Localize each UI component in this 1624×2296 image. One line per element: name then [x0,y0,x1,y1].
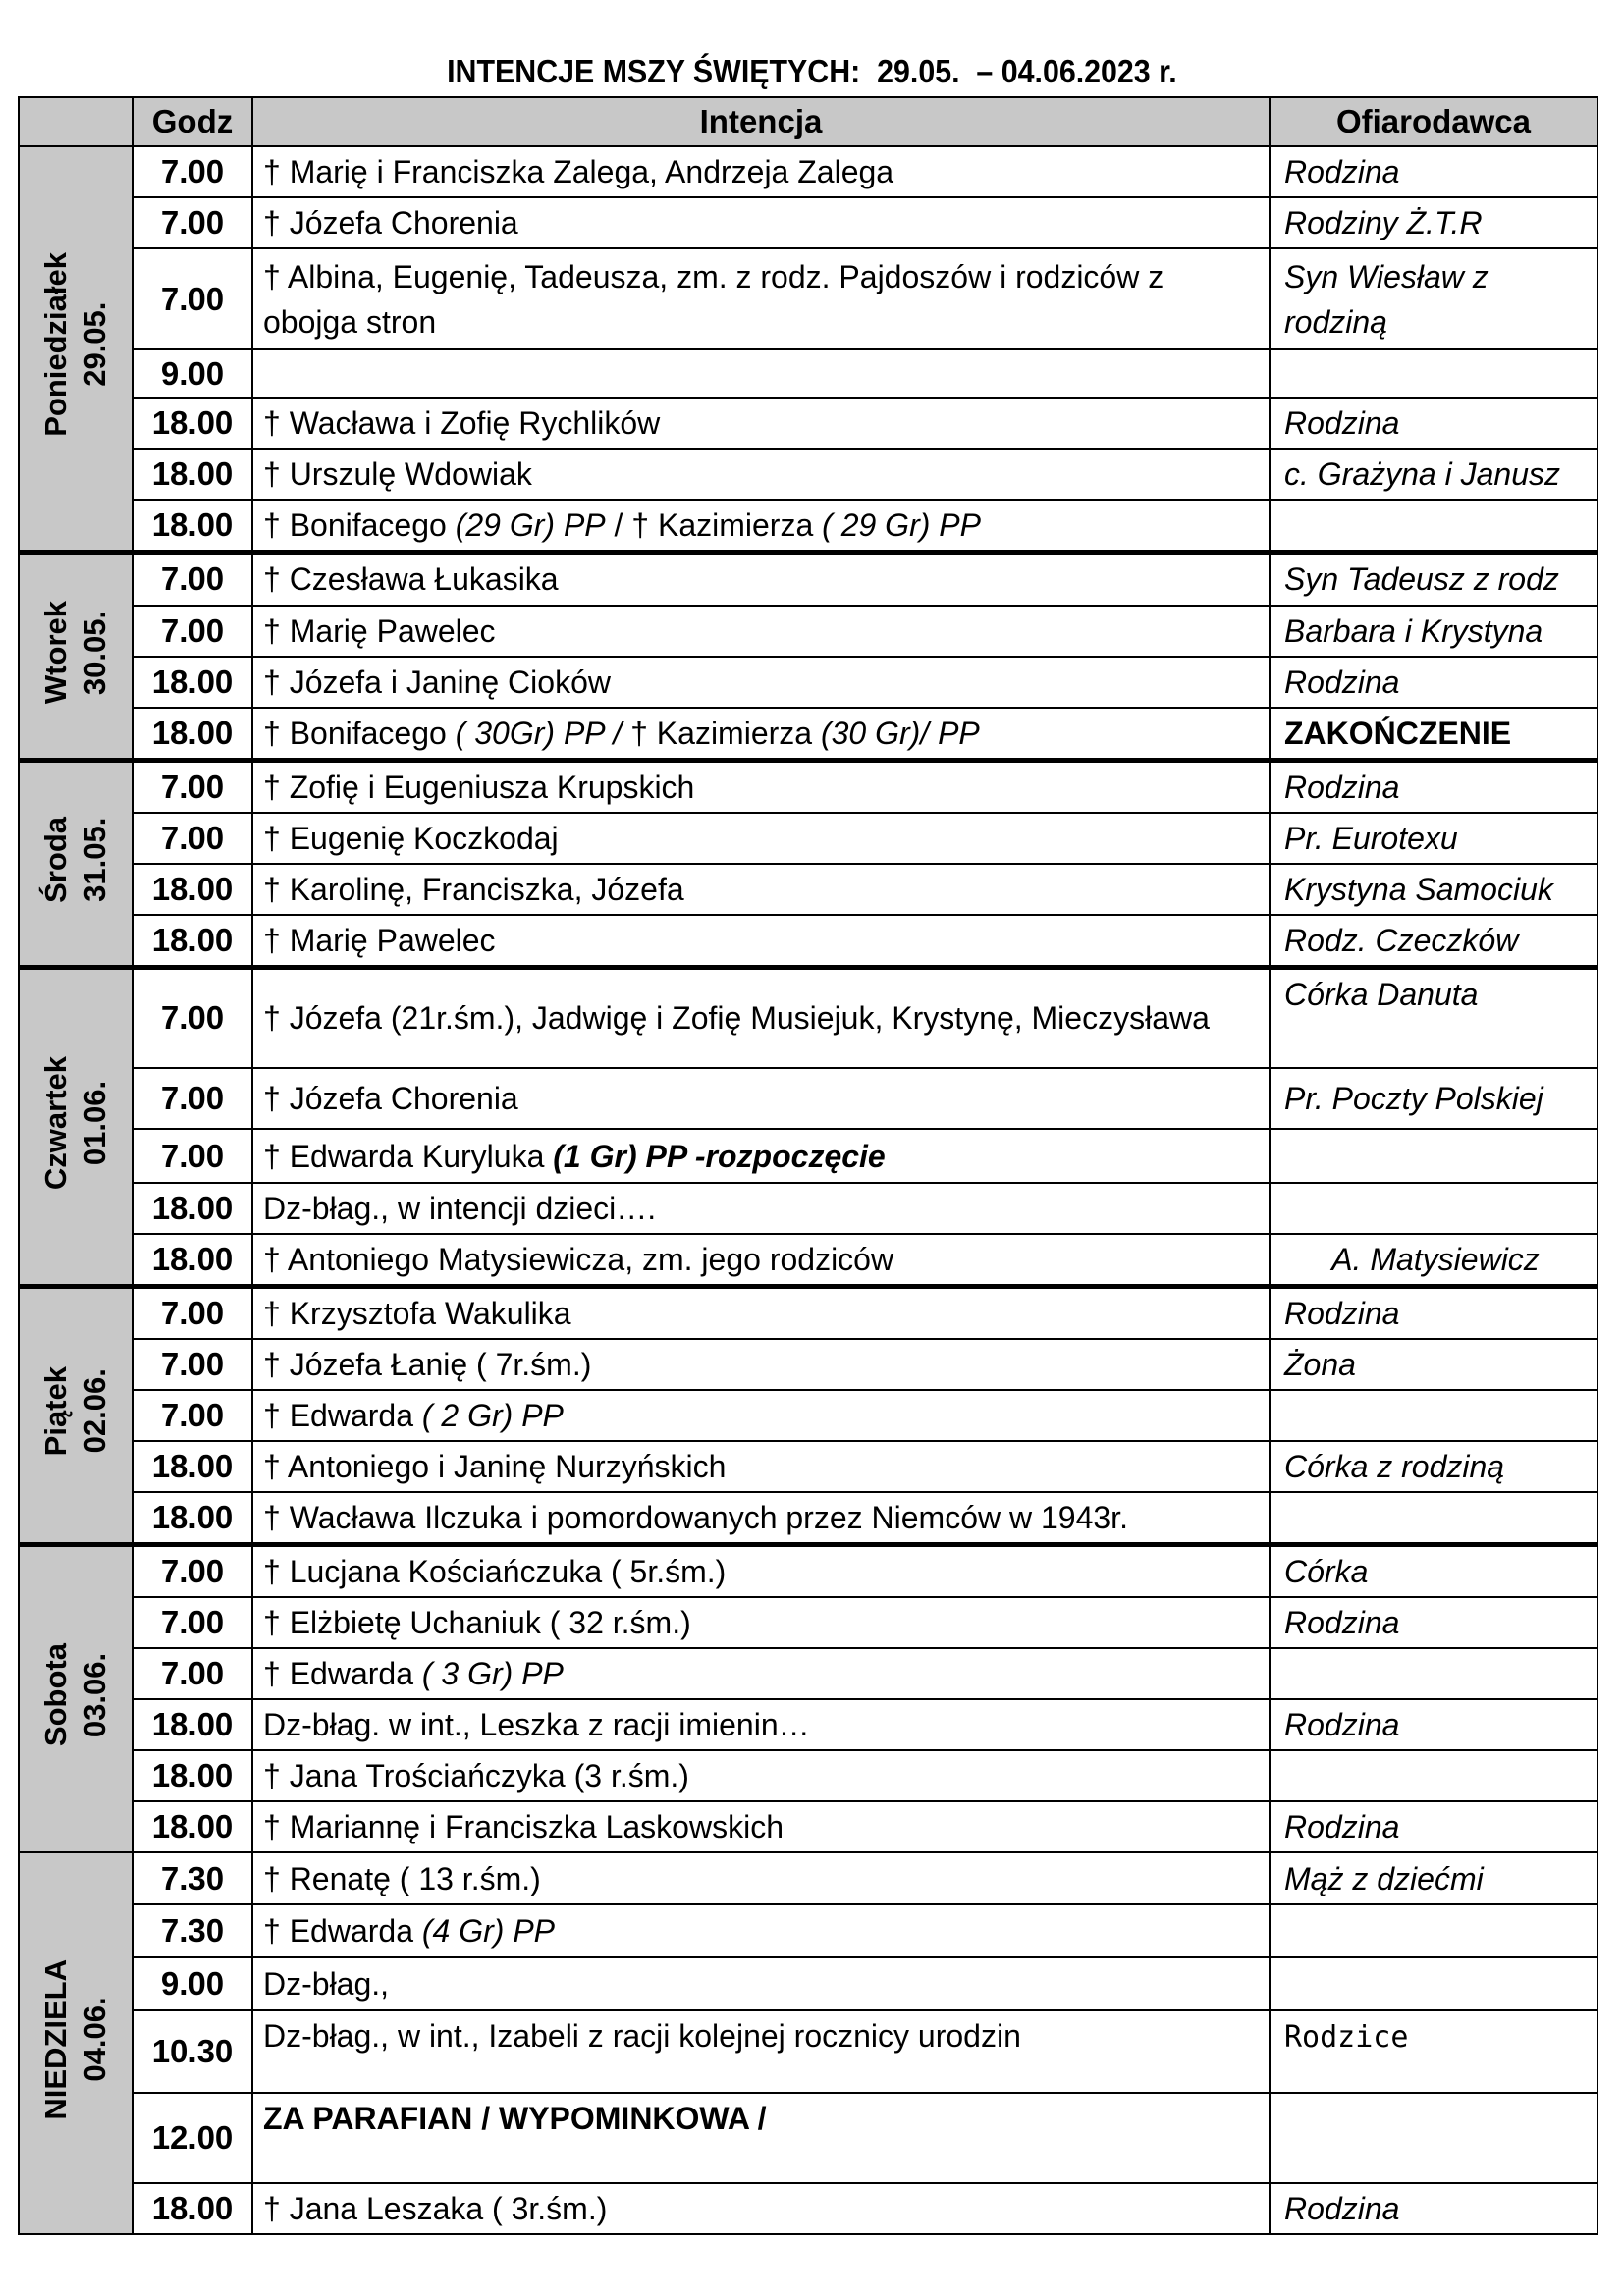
table-row [19,1545,1597,1598]
donor-cell: Krystyna Samociuk [1270,864,1597,915]
intention-cell: † Edwarda (4 Gr) PP [252,1904,1270,1957]
intention-cell: † Antoniego i Janinę Nurzyńskich [252,1441,1270,1492]
table-row [19,708,1597,761]
day-label: Czwartek 01.06. [38,1055,112,1190]
intention-cell: † Jana Leszaka ( 3r.śm.) [252,2183,1270,2234]
donor-cell: ZAKOŃCZENIE [1270,708,1597,761]
time-cell: 18.00 [133,1699,252,1750]
intention-cell: Dz-błag., w intencji dzieci…. [252,1183,1270,1234]
time-cell: 18.00 [133,915,252,968]
time-cell: 7.00 [133,1597,252,1648]
table-row [19,1441,1597,1492]
day-label: Sobota 03.06. [38,1643,112,1747]
donor-cell: Barbara i Krystyna [1270,606,1597,657]
donor-cell: Syn Wiesław z rodziną [1270,248,1597,349]
time-cell: 7.00 [133,1068,252,1129]
donor-cell: Rodzina [1270,760,1597,813]
day-label: Wtorek 30.05. [38,600,112,704]
time-cell: 18.00 [133,1492,252,1545]
table-row [19,1339,1597,1390]
day-cell-sunday [19,1852,133,2234]
intention-cell: † Renatę ( 13 r.śm.) [252,1852,1270,1904]
donor-cell: Rodzina [1270,2183,1597,2234]
time-cell: 7.00 [133,1648,252,1699]
time-cell: 7.30 [133,1904,252,1957]
table-row [19,2010,1597,2093]
time-cell: 7.00 [133,813,252,864]
intention-cell: † Edwarda ( 2 Gr) PP [252,1390,1270,1441]
day-cell-tuesday [19,553,133,761]
intention-cell: Dz-błag. w int., Leszka z racji imienin… [252,1699,1270,1750]
table-row [19,760,1597,813]
intention-cell: † Elżbietę Uchaniuk ( 32 r.śm.) [252,1597,1270,1648]
day-cell-monday [19,146,133,553]
donor-cell: Rodzice [1270,2010,1597,2093]
time-cell: 18.00 [133,864,252,915]
day-label: NIEDZIELA 04.06. [38,1958,112,2120]
intention-cell: † Józefa Chorenia [252,197,1270,248]
table-row [19,2093,1597,2183]
intention-cell: Dz-błag., [252,1957,1270,2010]
intention-cell: † Marię Pawelec [252,915,1270,968]
time-cell: 18.00 [133,1441,252,1492]
intention-cell: † Marię Pawelec [252,606,1270,657]
table-row [19,813,1597,864]
donor-cell: Mąż z dziećmi [1270,1852,1597,1904]
intention-cell: † Karolinę, Franciszka, Józefa [252,864,1270,915]
time-cell: 7.00 [133,248,252,349]
intention-cell: † Antoniego Matysiewicza, zm. jego rodziców [252,1234,1270,1287]
time-cell: 7.00 [133,197,252,248]
donor-cell: Syn Tadeusz z rodz [1270,553,1597,606]
table-row [19,967,1597,1068]
time-cell: 18.00 [133,657,252,708]
time-cell: 18.00 [133,398,252,449]
donor-cell [1270,1183,1597,1234]
donor-cell: A. Matysiewicz [1270,1234,1597,1287]
day-cell-wednesday [19,760,133,967]
day-label: Środa 31.05. [38,816,112,903]
table-row [19,1852,1597,1904]
time-cell: 18.00 [133,1183,252,1234]
table-row [19,1750,1597,1801]
time-cell: 18.00 [133,2183,252,2234]
time-cell: 18.00 [133,1750,252,1801]
table-row [19,864,1597,915]
time-cell: 18.00 [133,1234,252,1287]
intention-cell: † Edwarda ( 3 Gr) PP [252,1648,1270,1699]
time-cell: 10.30 [133,2010,252,2093]
donor-cell: Rodzina [1270,1287,1597,1340]
table-row [19,449,1597,500]
donor-cell: Rodzina [1270,1597,1597,1648]
header-time: Godz [133,97,252,146]
day-label: Piątek 02.06. [38,1366,112,1457]
table-row [19,1234,1597,1287]
header-intention: Intencja [252,97,1270,146]
time-cell: 7.00 [133,553,252,606]
donor-cell: Rodziny Ż.T.R [1270,197,1597,248]
time-cell: 7.00 [133,1339,252,1390]
time-cell: 18.00 [133,1801,252,1852]
time-cell: 12.00 [133,2093,252,2183]
intention-cell: † Lucjana Kościańczuka ( 5r.śm.) [252,1545,1270,1598]
table-row [19,657,1597,708]
intention-cell: † Józefa Łanię ( 7r.śm.) [252,1339,1270,1390]
donor-cell [1270,1390,1597,1441]
intention-cell: Dz-błag., w int., Izabeli z racji kolejnej rocznicy urodzin [252,2010,1270,2093]
donor-cell: Rodzina [1270,146,1597,197]
time-cell: 7.00 [133,1390,252,1441]
day-label: Poniedziałek 29.05. [38,252,112,437]
intention-cell: † Bonifacego ( 30Gr) PP / † Kazimierza (30 Gr)/ PP [252,708,1270,761]
table-row [19,349,1597,398]
time-cell: 7.00 [133,146,252,197]
table-row [19,1801,1597,1852]
donor-cell: Córka z rodziną [1270,1441,1597,1492]
intention-cell: † Bonifacego (29 Gr) PP / † Kazimierza ( 29 Gr) PP [252,500,1270,553]
donor-cell [1270,1492,1597,1545]
time-cell: 7.00 [133,760,252,813]
donor-cell: Córka Danuta [1270,967,1597,1068]
table-row [19,606,1597,657]
donor-cell [1270,1957,1597,2010]
table-row [19,1390,1597,1441]
donor-cell: Rodz. Czeczków [1270,915,1597,968]
donor-cell: Córka [1270,1545,1597,1598]
table-row [19,500,1597,553]
intention-cell: † Marię i Franciszka Zalega, Andrzeja Zalega [252,146,1270,197]
table-row [19,1648,1597,1699]
table-row [19,398,1597,449]
time-cell: 18.00 [133,449,252,500]
donor-cell: Rodzina [1270,657,1597,708]
intention-cell: † Krzysztofa Wakulika [252,1287,1270,1340]
table-row [19,1699,1597,1750]
table-row [19,1129,1597,1183]
time-cell: 7.00 [133,1287,252,1340]
donor-cell: Rodzina [1270,1801,1597,1852]
table-row [19,1904,1597,1957]
intention-cell: † Józefa (21r.śm.), Jadwigę i Zofię Musiejuk, Krystynę, Mieczysława [252,967,1270,1068]
intention-cell: † Wacława i Zofię Rychlików [252,398,1270,449]
donor-cell [1270,1750,1597,1801]
intention-cell: † Urszulę Wdowiak [252,449,1270,500]
time-cell: 18.00 [133,500,252,553]
day-cell-friday [19,1287,133,1545]
intention-cell: † Czesława Łukasika [252,553,1270,606]
intention-cell: † Mariannę i Franciszka Laskowskich [252,1801,1270,1852]
donor-cell: Rodzina [1270,398,1597,449]
day-cell-saturday [19,1545,133,1853]
time-cell: 7.00 [133,606,252,657]
time-cell: 9.00 [133,1957,252,2010]
mass-intentions-table [18,96,1598,2235]
table-row [19,1957,1597,2010]
intention-cell: † Józefa Chorenia [252,1068,1270,1129]
table-row [19,197,1597,248]
donor-cell [1270,2093,1597,2183]
time-cell: 7.00 [133,1129,252,1183]
time-cell: 18.00 [133,708,252,761]
intention-cell: † Zofię i Eugeniusza Krupskich [252,760,1270,813]
table-row [19,2183,1597,2234]
table-row [19,1492,1597,1545]
donor-cell: Rodzina [1270,1699,1597,1750]
time-cell: 7.30 [133,1852,252,1904]
donor-cell [1270,500,1597,553]
intention-cell: † Jana Trościańczyka (3 r.śm.) [252,1750,1270,1801]
donor-cell [1270,1648,1597,1699]
donor-cell: Pr. Eurotexu [1270,813,1597,864]
table-row [19,553,1597,606]
intention-cell: † Eugenię Koczkodaj [252,813,1270,864]
intention-cell [252,349,1270,398]
time-cell: 9.00 [133,349,252,398]
intention-cell: † Wacława Ilczuka i pomordowanych przez Niemców w 1943r. [252,1492,1270,1545]
table-row [19,1183,1597,1234]
intention-cell: † Edwarda Kuryluka (1 Gr) PP -rozpoczęcie [252,1129,1270,1183]
donor-cell [1270,1129,1597,1183]
day-cell-thursday [19,967,133,1287]
table-row [19,1597,1597,1648]
intention-cell: ZA PARAFIAN / WYPOMINKOWA / [252,2093,1270,2183]
table-row [19,1068,1597,1129]
table-row [19,1287,1597,1340]
page-title: INTENCJE MSZY ŚWIĘTYCH: 29.05. – 04.06.2023 r. [447,53,1177,89]
donor-cell [1270,1904,1597,1957]
table-row [19,248,1597,349]
intention-cell: † Józefa i Janinę Cioków [252,657,1270,708]
intention-cell: † Albina, Eugenię, Tadeusza, zm. z rodz. Pajdoszów i rodziców z obojga stron [252,248,1270,349]
time-cell: 7.00 [133,967,252,1068]
table-row [19,146,1597,197]
header-donor: Ofiarodawca [1270,97,1597,146]
donor-cell: c. Grażyna i Janusz [1270,449,1597,500]
time-cell: 7.00 [133,1545,252,1598]
table-row [19,915,1597,968]
donor-cell [1270,349,1597,398]
header-row [19,97,1597,146]
header-day [19,97,133,146]
donor-cell: Pr. Poczty Polskiej [1270,1068,1597,1129]
donor-cell: Żona [1270,1339,1597,1390]
